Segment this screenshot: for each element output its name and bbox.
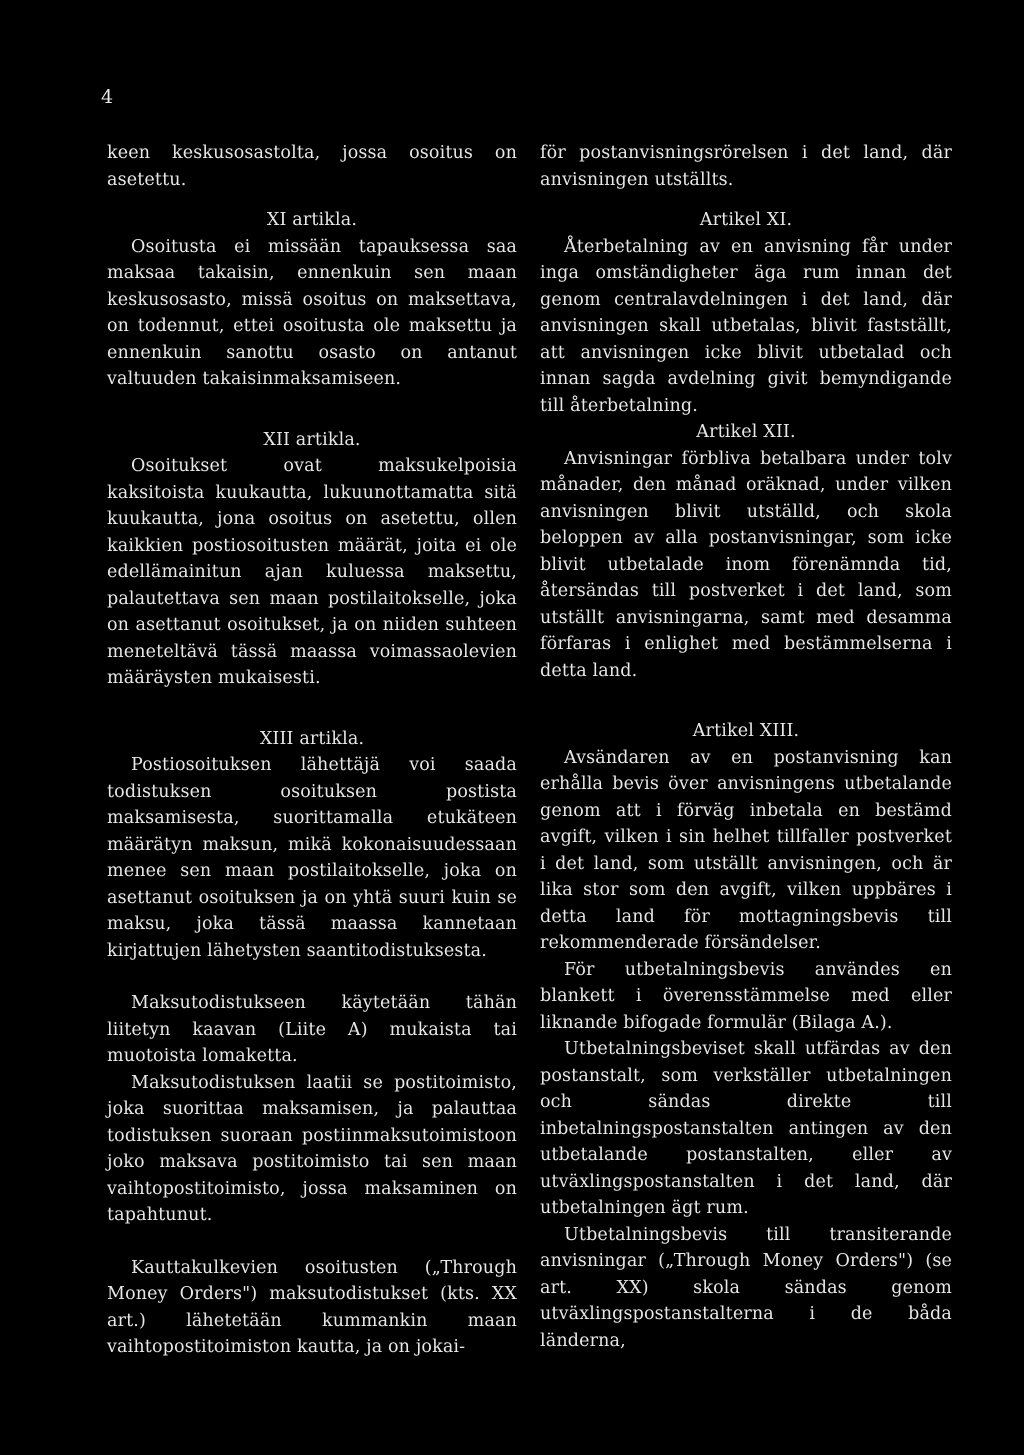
finnish-article-13-paragraph-4: Kauttakulkevien osoitusten („Through Money Orders") maksutodistukset (kts. XX art.) lähetetään kummankin maan vaihtopostitoimiston kautta, ja on jokai- (107, 1257, 517, 1357)
swedish-article-13-paragraph-2: För utbetalningsbevis användes en blankett i överensstämmelse med eller liknande bifogade formulär (Bilaga A.). (540, 959, 952, 1033)
finnish-article-11-text: Osoitusta ei missään tapauksessa saa maksaa takaisin, ennenkuin sen maan keskusosasto, missä osoitus on maksettava, on todennut, ettei osoitusta ole maksettu ja ennenkuin sanottu osasto on antanut valtuuden takaisinmaksamiseen. (107, 236, 517, 389)
swedish-article-13-heading: Artikel XIII. (692, 721, 800, 741)
finnish-column (107, 140, 517, 1361)
finnish-article-13-paragraph-3: Maksutodistuksen laatii se postitoimisto, joka suorittaa maksamisen, ja palauttaa todistuksen suoraan postiinmaksutoimistoon joko maksava postitoimisto tai sen maan vaihtopostitoimisto, jossa maksaminen on tapahtunut. (107, 1072, 517, 1225)
finnish-article-13-paragraph-1: Postiosoituksen lähettäjä voi saada todistuksen osoituksen postista maksamisesta, suorittamalla etukäteen määrätyn maksun, mikä kokonaisuudessaan menee sen maan postilaitokselle, joka on asettanut osoituksen ja on yhtä suuri kuin se maksu, joka tässä maassa kannetaan kirjattujen lähetysten saantitodistuksesta. (107, 755, 517, 961)
swedish-article-12-heading: Artikel XII. (696, 422, 796, 442)
swedish-article-11-heading: Artikel XI. (699, 210, 793, 230)
finnish-article-12-heading: XII artikla. (263, 429, 361, 450)
finnish-article-13-paragraph-2: Maksutodistukseen käytetään tähän liitetyn kaavan (Liite A) mukaista tai muotoista lomaketta. (107, 993, 517, 1066)
finnish-intro: keen keskusosastolta, jossa osoitus on asetettu. (107, 143, 517, 190)
swedish-intro: för postanvisningsrörelsen i det land, där anvisningen utställts. (540, 143, 952, 190)
finnish-article-12-text: Osoitukset ovat maksukelpoisia kaksitoista kuukautta, lukuunottamatta sitä kuukautta, jona osoitus on asetettu, ollen kaikkien postiosoitusten määrät, joita ei ole edellämainitun ajan kuluessa maksettu, palautettava sen maan postilaitokselle, joka on asettanut osoitukset, ja on niiden suhteen meneteltävä tässä maassa voimassaolevien määräysten mukaisesti. (107, 456, 517, 688)
finnish-article-13-heading: XIII artikla. (259, 728, 365, 749)
finnish-article-11-heading: XI artikla. (266, 210, 358, 230)
swedish-article-11-text: Återbetalning av en anvisning får under inga omständigheter äga rum innan det genom centralavdelningen i det land, där anvisningen skall utbetalas, blivit fastställt, att anvisningen icke blivit utbetalad och innan sagda avdelning givit bemyndigande till återbetalning. (540, 236, 952, 416)
swedish-article-13-paragraph-1: Avsändaren av en postanvisning kan erhålla bevis över anvisningens utbetalande genom att i förväg inbetala en bestämd avgift, vilken i sin helhet tillfaller postverket i det land, som utställt anvisningen, och är lika stor som den avgift, vilken uppbäres i detta land för mottagningsbevis till rekommenderade försändelser. (540, 747, 952, 953)
page-number: 4 (101, 86, 114, 108)
swedish-article-13-paragraph-4: Utbetalningsbevis till transiterande anvisningar („Through Money Orders") (se art. XX) skola sändas genom utväxlingspostanstalterna i de båda länderna, (540, 1224, 952, 1351)
swedish-column (540, 140, 952, 1354)
swedish-article-13-paragraph-3: Utbetalningsbeviset skall utfärdas av den postanstalt, som verkställer utbetalningen och sändas direkte till inbetalningspostanstalten antingen av den utbetalande postanstalten, eller av utväxlingspostanstalten i det land, där utbetalningen ägt rum. (540, 1039, 952, 1218)
swedish-article-12-text: Anvisningar förbliva betalbara under tolv månader, den månad oräknad, under vilken anvisningen blivit utställd, och skola beloppen av alla postanvisningar, som icke blivit utbetalade inom förenämnda tid, återsändas till postverket i det land, som utställt anvisningarna, samt med desamma förfaras i enlighet med bestämmelserna i detta land. (540, 448, 952, 681)
